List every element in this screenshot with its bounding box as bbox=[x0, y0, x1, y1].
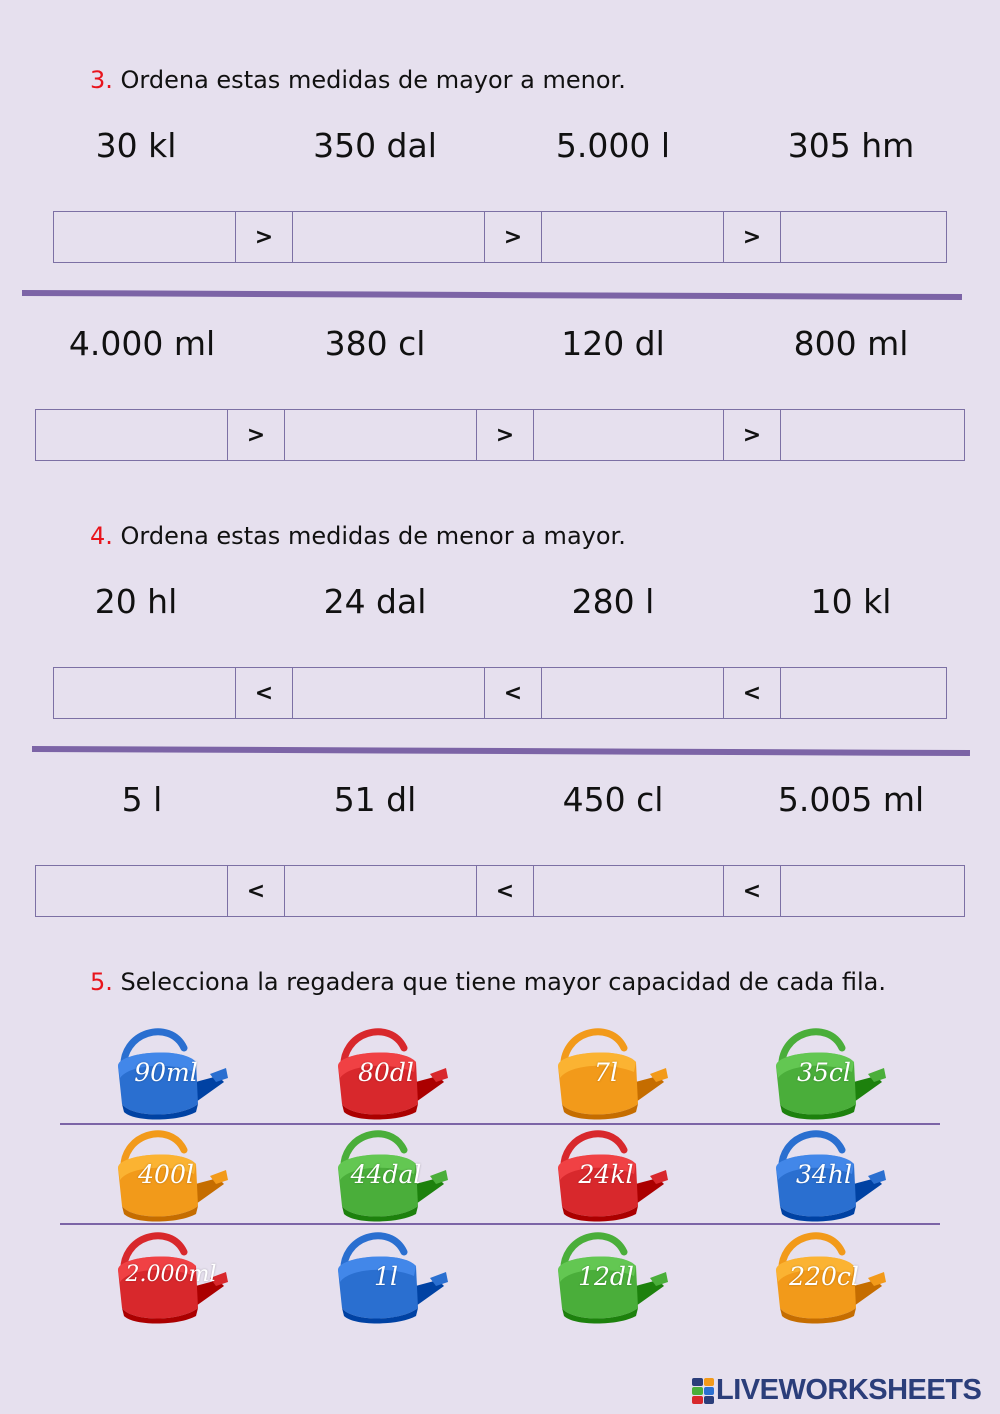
greater-than-sign: > bbox=[476, 410, 534, 460]
watering-can-option[interactable] bbox=[768, 1124, 888, 1224]
section-divider bbox=[22, 290, 962, 300]
measure-label: 305 hm bbox=[787, 126, 915, 165]
measure-label: 5.005 ml bbox=[777, 780, 925, 819]
measure-label: 280 l bbox=[571, 582, 655, 621]
question-5-title bbox=[90, 968, 886, 996]
watering-can-option[interactable] bbox=[550, 1022, 670, 1122]
watering-can-label: 400l bbox=[138, 1160, 194, 1189]
measure-label: 5 l bbox=[121, 780, 163, 819]
answer-row-q3-1 bbox=[53, 211, 947, 263]
question-4-text: Ordena estas medidas de menor a mayor. bbox=[112, 522, 626, 550]
question-5-text: Selecciona la regadera que tiene mayor capacidad de cada fila. bbox=[112, 968, 887, 996]
row-divider bbox=[60, 1123, 940, 1125]
less-than-sign: < bbox=[723, 668, 781, 718]
measure-label: 20 hl bbox=[94, 582, 178, 621]
watering-can-option[interactable] bbox=[110, 1022, 230, 1122]
greater-than-sign: > bbox=[723, 410, 781, 460]
watering-can-option[interactable] bbox=[110, 1124, 230, 1224]
greater-than-sign: > bbox=[723, 212, 781, 262]
measure-label: 800 ml bbox=[793, 324, 909, 363]
watering-can-option[interactable] bbox=[110, 1226, 230, 1326]
less-than-sign: < bbox=[484, 668, 542, 718]
watering-can-option[interactable] bbox=[330, 1124, 450, 1224]
answer-input[interactable] bbox=[36, 410, 227, 460]
watering-can-label: 7l bbox=[594, 1058, 618, 1087]
answer-input[interactable] bbox=[781, 866, 964, 916]
logo-icon bbox=[692, 1378, 714, 1404]
greater-than-sign: > bbox=[227, 410, 285, 460]
watering-can-label: 90ml bbox=[134, 1058, 198, 1087]
question-5-number: 5. bbox=[90, 968, 113, 996]
answer-input[interactable] bbox=[285, 866, 476, 916]
answer-row-q4-1 bbox=[53, 667, 947, 719]
answer-row-q3-2 bbox=[35, 409, 965, 461]
measure-label: 120 dl bbox=[561, 324, 665, 363]
answer-input[interactable] bbox=[534, 410, 723, 460]
answer-input[interactable] bbox=[285, 410, 476, 460]
measure-label: 380 cl bbox=[324, 324, 426, 363]
less-than-sign: < bbox=[235, 668, 293, 718]
watering-can-option[interactable] bbox=[550, 1226, 670, 1326]
liveworksheets-logo bbox=[692, 1374, 981, 1407]
measure-label: 5.000 l bbox=[555, 126, 671, 165]
answer-input[interactable] bbox=[54, 668, 235, 718]
measure-label: 450 cl bbox=[562, 780, 664, 819]
answer-input[interactable] bbox=[36, 866, 227, 916]
answer-input[interactable] bbox=[781, 212, 962, 262]
watering-can-label: 80dl bbox=[358, 1058, 414, 1087]
less-than-sign: < bbox=[723, 866, 781, 916]
measure-label: 51 dl bbox=[333, 780, 417, 819]
answer-input[interactable] bbox=[293, 668, 484, 718]
question-4-number: 4. bbox=[90, 522, 113, 550]
watering-can-label: 12dl bbox=[578, 1262, 634, 1291]
question-3-title bbox=[90, 66, 626, 94]
measure-label: 30 kl bbox=[95, 126, 177, 165]
watering-can-label: 35cl bbox=[797, 1058, 851, 1087]
answer-input[interactable] bbox=[542, 212, 723, 262]
measure-label: 24 dal bbox=[323, 582, 427, 621]
answer-input[interactable] bbox=[781, 668, 962, 718]
logo-text: LIVEWORKSHEETS bbox=[716, 1374, 982, 1406]
watering-can-label: 2.000ml bbox=[125, 1262, 217, 1287]
answer-input[interactable] bbox=[781, 410, 964, 460]
measure-label: 10 kl bbox=[810, 582, 892, 621]
watering-can-option[interactable] bbox=[768, 1226, 888, 1326]
row-divider bbox=[60, 1223, 940, 1225]
question-4-title bbox=[90, 522, 626, 550]
answer-input[interactable] bbox=[534, 866, 723, 916]
measure-label: 4.000 ml bbox=[68, 324, 216, 363]
watering-can-label: 220cl bbox=[789, 1262, 859, 1291]
section-divider bbox=[32, 746, 970, 756]
watering-can-label: 24kl bbox=[578, 1160, 634, 1189]
question-3-text: Ordena estas medidas de mayor a menor. bbox=[112, 66, 626, 94]
watering-can-option[interactable] bbox=[330, 1022, 450, 1122]
answer-input[interactable] bbox=[542, 668, 723, 718]
greater-than-sign: > bbox=[235, 212, 293, 262]
less-than-sign: < bbox=[476, 866, 534, 916]
less-than-sign: < bbox=[227, 866, 285, 916]
watering-can-label: 1l bbox=[374, 1262, 398, 1291]
answer-row-q4-2 bbox=[35, 865, 965, 917]
watering-can-label: 44dal bbox=[350, 1160, 422, 1189]
greater-than-sign: > bbox=[484, 212, 542, 262]
measure-label: 350 dal bbox=[313, 126, 437, 165]
watering-can-option[interactable] bbox=[550, 1124, 670, 1224]
watering-can-option[interactable] bbox=[768, 1022, 888, 1122]
watering-can-option[interactable] bbox=[330, 1226, 450, 1326]
answer-input[interactable] bbox=[54, 212, 235, 262]
question-3-number: 3. bbox=[90, 66, 113, 94]
answer-input[interactable] bbox=[293, 212, 484, 262]
watering-can-label: 34hl bbox=[796, 1160, 852, 1189]
